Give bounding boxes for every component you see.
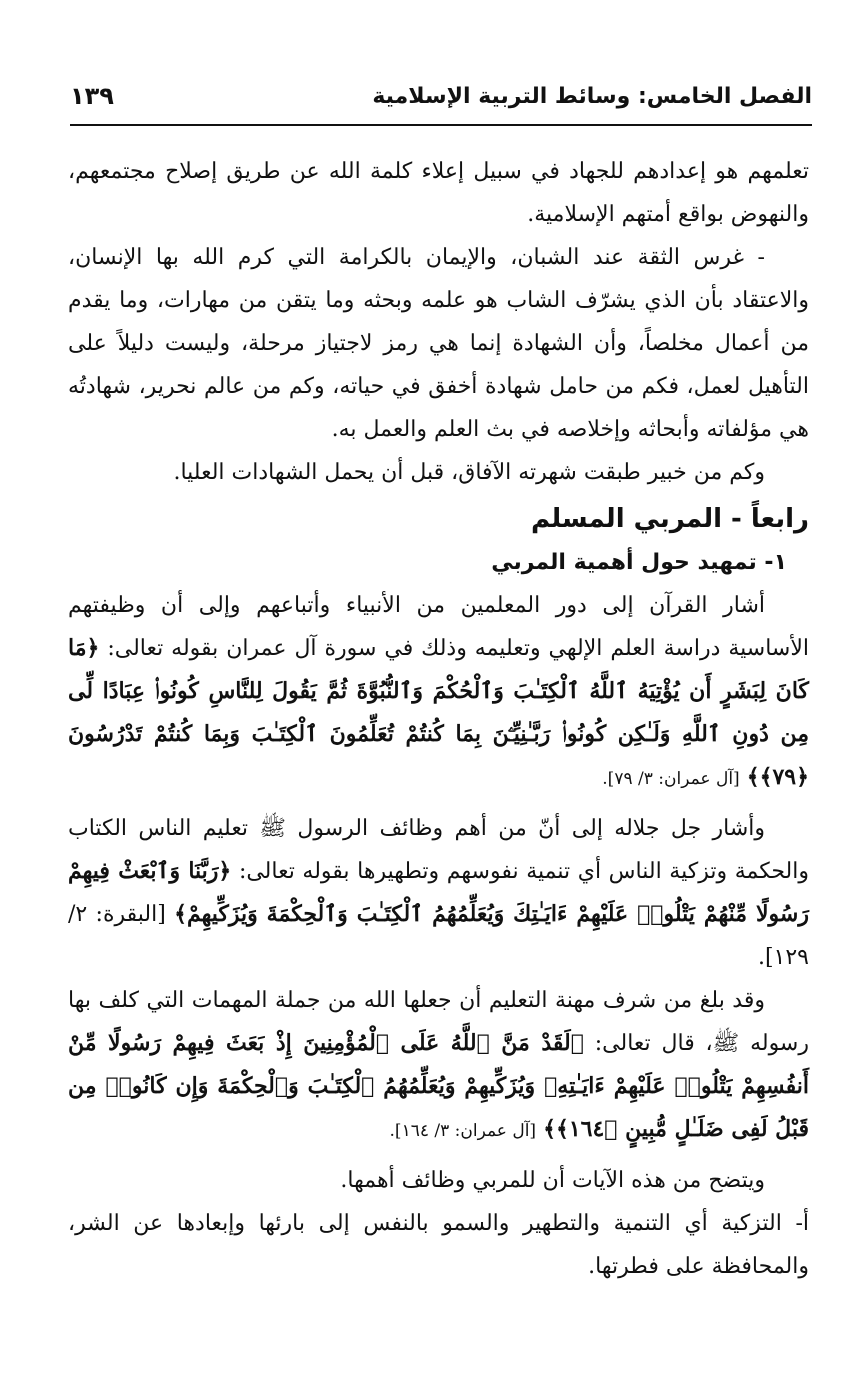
verse-reference: [آل عمران: ٣/ ١٦٤]. [389,1121,537,1141]
quran-verse: ﴿رَبَّنَا وَٱبْعَثْ فِيهِمْ رَسُولًا مِّنْهُمْ يَتْلُوا۟ عَلَيْهِمْ ءَايَـٰتِكَ وَيُعَلِّمُهُمُ ٱلْكِتَـٰبَ وَٱلْحِكْمَةَ وَيُزَكِّيهِمْ﴾ [68,858,809,927]
paragraph-experts: وكم من خبير طبقت شهرته الآفاق، قبل أن يحمل الشهادات العليا. [173,460,765,485]
page-body [68,150,809,1288]
paragraph-quran-teachers [68,584,809,801]
section-heading: رابعاً - المربي المسلم [531,504,809,534]
paragraph-prophet-duties [68,807,809,979]
quran-verse: ﴿لَقَدْ مَنَّ ٱللَّهُ عَلَى ٱلْمُؤْمِنِينَ إِذْ بَعَثَ فِيهِمْ رَسُولًا مِّنْ أَنفُسِهِمْ يَتْلُوا۟ عَلَيْهِمْ ءَايَـٰتِهِۦ وَيُزَكِّيهِمْ وَيُعَلِّمُهُمُ ٱلْكِتَـٰبَ وَٱلْحِكْمَةَ وَإِن كَانُوا۟ مِن قَبْلُ لَفِى ضَلَـٰلٍ مُّبِينٍ ﴿١٦٤﴾﴾ [68,1030,809,1142]
paragraph-text: أشار القرآن إلى دور المعلمين من الأنبياء وأتباعهم وإلى أن وظيفتهم الأساسية دراسة العلم الإلهي وتعليمه وذلك في سورة آل عمران بقوله تعالى: [68,593,809,661]
page-number: ١٣٩ [70,82,114,110]
subsection-heading: ١- تمهيد حول أهمية المربي [491,550,787,575]
list-item-purification: أ- التزكية أي التنمية والتطهير والسمو بالنفس إلى بارئها وإبعادها عن الشر، والمحافظة على فطرتها. [68,1211,809,1279]
header-rule [70,124,812,126]
paragraph-educator-roles: ويتضح من هذه الآيات أن للمربي وظائف أهمها. [340,1168,765,1193]
chapter-title: الفصل الخامس: وسائط التربية الإسلامية [372,84,812,109]
paragraph-text: وقد بلغ من شرف مهنة التعليم أن جعلها الله من جملة المهمات التي كلف بها رسوله ﷺ، قال تعالى: [68,988,809,1056]
paragraph-continuation: تعلمهم هو إعدادهم للجهاد في سبيل إعلاء كلمة الله عن طريق إصلاح مجتمعهم، والنهوض بواقع أمتهم الإسلامية. [68,159,809,227]
running-header [70,78,812,118]
paragraph-teaching-honor [68,979,809,1153]
verse-reference: [آل عمران: ٣/ ٧٩]. [602,769,740,789]
paragraph-bullet: - غرس الثقة عند الشبان، والإيمان بالكرامة التي كرم الله بها الإنسان، والاعتقاد بأن الذي يشرّف الشاب هو علمه وبحثه وما يتقن من مهارات، وما يقدم من أعمال مخلصاً، وأن الشهادة إنما هي رمز لاجتياز مرحلة، وليست دليلاً على التأهيل لعمل، فكم من حامل شهادة أخفق في حياته، وكم من عالم نحرير، شهادتُه هي مؤلفاته وأبحاثه وإخلاصه في بث العلم والعمل به. [68,245,810,442]
verse-reference: [البقرة: ٢/ ١٢٩]. [68,902,809,970]
paragraph-text: وأشار جل جلاله إلى أنّ من أهم وظائف الرسول ﷺ تعليم الناس الكتاب والحكمة وتزكية الناس أي تنمية نفوسهم وتطهيرها بقوله تعالى: [68,816,809,884]
quran-verse: ﴿مَا كَانَ لِبَشَرٍ أَن يُؤْتِيَهُ ٱللَّهُ ٱلْكِتَـٰبَ وَٱلْحُكْمَ وَٱلنُّبُوَّةَ ثُمَّ يَقُولَ لِلنَّاسِ كُونُوا۟ عِبَادًا لِّى مِن دُونِ ٱللَّهِ وَلَـٰكِن كُونُوا۟ رَبَّـٰنِيِّـۧنَ بِمَا كُنتُمْ تُعَلِّمُونَ ٱلْكِتَـٰبَ وَبِمَا كُنتُمْ تَدْرُسُونَ ﴿٧٩﴾﴾ [68,635,809,790]
